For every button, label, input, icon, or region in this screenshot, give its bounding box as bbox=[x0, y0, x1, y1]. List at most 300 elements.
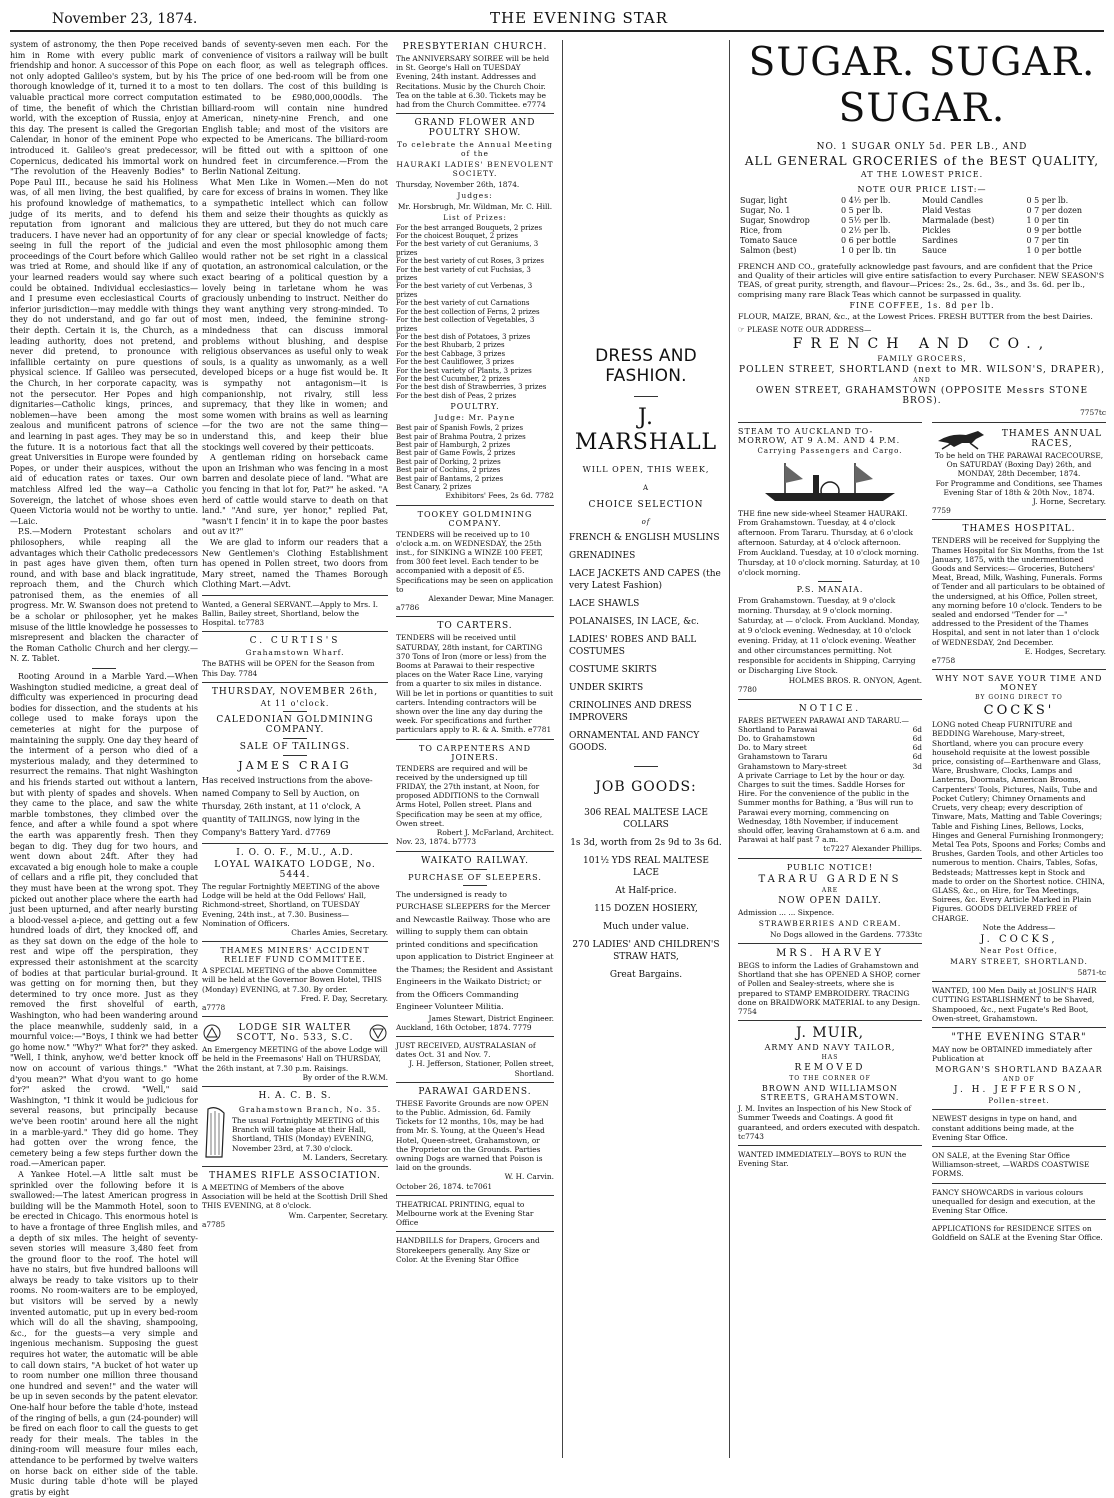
fare-route: Do. to Mary street bbox=[738, 743, 807, 753]
a-word: A bbox=[642, 484, 650, 492]
prize-item: For the best Cabbage, 3 prizes bbox=[396, 349, 506, 358]
divider bbox=[396, 739, 554, 740]
fare-price: 6d bbox=[912, 724, 922, 734]
divider bbox=[202, 631, 388, 632]
carters-body: TENDERS will be received until SATURDAY, 28th instant, for CARTING 370 Tons of Iron (more or less) from the Booms at Parawai to their respective places on the Water Race Line, varying from a quarter to six miles in distance. Will be let in portions or quantities to suit carters. Intending contractors will be shown over the line any day during the week. For specifications and further particulars apply to R. & A. Smith. e7781 bbox=[396, 633, 554, 735]
fares-body: A private Carriage to Let by the hour or day. Charges to suit the times. Saddle Horses for Hire. For the convenience of the public in the Summer months for Bathing, a 'Bus will run to Parawai every morning, commencing on Wednesday, 18th November, if inducement should offer, leaving Grahamstown at 6 a.m. and Parawai at half past 7 a.m. bbox=[738, 770, 921, 845]
has-word: HAS bbox=[821, 1054, 839, 1062]
manaia-title: P.S. MANAIA. bbox=[796, 585, 864, 595]
carters-title: TO CARTERS. bbox=[437, 621, 513, 632]
poultry-title: POULTRY. bbox=[450, 402, 500, 412]
joslin-ad: WANTED, 100 Men Daily at JOSLIN'S HAIR CUTTING ESTABLISHMENT to be Shaved, Shampooed, &c., next Fugate's Red Boot, Owen-street, Grahamstown. bbox=[932, 986, 1097, 1023]
job-item: At Half-price. bbox=[615, 886, 677, 896]
waikato-title: WAIKATO RAILWAY. bbox=[420, 855, 530, 866]
divider bbox=[463, 885, 487, 886]
job-items bbox=[563, 807, 729, 981]
poultry-item: Best pair of Bantams, 2 prizes bbox=[396, 474, 504, 483]
theatrical-printing: THEATRICAL PRINTING, equal to Melbourne work at the Evening Star Office bbox=[396, 1199, 534, 1228]
cocks-near: Near Post Office, bbox=[980, 946, 1058, 955]
prize-item: For the best variety of cut Verbenas, 3 prizes bbox=[396, 282, 533, 299]
rifle-title: THAMES RIFLE ASSOCIATION. bbox=[209, 1170, 381, 1181]
prizes-label: List of Prizes: bbox=[443, 213, 507, 222]
muir-address: BROWN AND WILLIAMSON STREETS, GRAHAMSTOWN. bbox=[760, 1084, 900, 1103]
price-cell: Plaid Vestas bbox=[921, 206, 971, 215]
divider bbox=[283, 755, 307, 756]
divider bbox=[932, 519, 1106, 520]
price-cell: 0 4½ per lb. bbox=[840, 196, 891, 205]
prize-item: For the best variety of cut Carnations bbox=[396, 299, 530, 308]
scott-header bbox=[202, 1021, 388, 1045]
address-1: POLLEN STREET, SHORTLAND (next to MR. WILSON'S, DRAPER), bbox=[739, 365, 1105, 376]
paper-title: THE EVENING STAR bbox=[490, 9, 669, 27]
fare-route: Shortland to Parawai bbox=[738, 724, 818, 734]
servant-wanted-ad: Wanted, a General SERVANT.—Apply to Mrs. I. Ballin, Bailey street, Shortland, below the Hospital. tc7783 bbox=[202, 599, 379, 628]
price-row bbox=[738, 246, 1106, 256]
divider bbox=[932, 422, 1106, 423]
hacbs-text bbox=[232, 1103, 388, 1162]
sugar-line1: NO. 1 SUGAR ONLY 5d. PER LB., AND bbox=[816, 142, 1028, 152]
craig-time: At 11 o'clock. bbox=[260, 698, 330, 708]
sugar-headline: SUGAR. SUGAR. SUGAR. bbox=[748, 40, 1096, 131]
yankee-hotel-article: A Yankee Hotel.—A little salt must be sprinkled over the following before it is swallowed:—The latest American progress in building will be the Mammoth Hotel, soon to be erected in Chicago. This enormous hotel is to have a frontage of three English miles, and a depth of six miles. The height of seventy-seven stories will measure 3,480 feet from the ground floor to the roof. The hotel will have no stairs, but five hundred balloons will always be ready to take visitors up to their rooms. No room-waiters are to be employed, but visitors will be served by a newly invented automatic, put up in every bed-room which will do all the shaving, shampooing, &c., for the guests—a very simple and ingenious mechanism. Supposing the guest requires hot water, the automatic will be able to call down stairs, "A bucket of hot water up to room number one million three thousand one hundred and seven!" and the water will be up in seven seconds by the patent elevator. One-half hour before the table d'hote, instead of the ringing of bells, a gun (24-pounder) will be fired on each floor to call the guests to get ready for their meals. The tables in the dining-room will measure four miles each, attendance to be performed by twelve waiters on horse back on either side of the table. Music during table d'hote will be played gratis by eight bbox=[10, 1169, 198, 1497]
joiners-sign: Robert J. McFarland, Architect. bbox=[436, 828, 554, 838]
curtis-body: The BATHS will be OPEN for the Season from This Day. 7784 bbox=[202, 659, 375, 678]
poultry-judge: Judge: Mr. Payne bbox=[434, 413, 516, 423]
joiners-title: TO CARPENTERS AND JOINERS. bbox=[419, 743, 531, 762]
poultry-item: Best pair of Spanish Fowls, 2 prizes bbox=[396, 424, 524, 433]
of-word: of bbox=[641, 518, 651, 526]
steamer-name: THE fine new side-wheel Steamer HAURAKI. bbox=[738, 509, 908, 518]
craig-name: JAMES CRAIG bbox=[238, 758, 352, 772]
choice-selection: CHOICE SELECTION bbox=[588, 500, 704, 510]
are-word: ARE bbox=[821, 886, 839, 894]
issue-date: November 23, 1874. bbox=[52, 11, 198, 27]
harvey-body: BEGS to inform the Ladies of Grahamstown and Shortland that she has OPENED A SHOP, corner of Pollen and Sealey-streets, where she is prepared to STAMP EMBROIDERY. TRACING done on BRAIDWORK MATERIAL to any Design. 7754 bbox=[738, 961, 921, 1017]
fashion-item: LADIES' ROBES AND BALL COSTUMES bbox=[569, 635, 697, 657]
hospital-ref: e7758 bbox=[932, 656, 956, 666]
cocks-title: COCKS' bbox=[983, 703, 1055, 719]
fare-price: 6d bbox=[912, 743, 922, 753]
divider bbox=[396, 113, 554, 114]
divider bbox=[202, 682, 388, 683]
marshall-name: J. MARSHALL bbox=[574, 405, 718, 455]
newest-designs: NEWEST designs in type on hand, and constant additions being made, at the Evening Star Office. bbox=[932, 1114, 1077, 1142]
column-2 bbox=[202, 40, 388, 1458]
tookey-title: TOOKEY GOLDMINING COMPANY. bbox=[417, 509, 533, 528]
ioof-sign: Charles Amies, Secretary. bbox=[291, 927, 388, 937]
star-bazaar: MORGAN'S SHORTLAND BAZAAR bbox=[935, 1065, 1103, 1075]
hacbs-sub: Grahamstown Branch, No. 35. bbox=[238, 1104, 382, 1114]
price-cell: Sugar, Snowdrop bbox=[740, 216, 810, 225]
fine-coffee: FINE COFFEE, 1s. 8d per lb. bbox=[849, 300, 995, 310]
boys-wanted: WANTED IMMEDIATELY—BOYS to RUN the Evening Star. bbox=[738, 1150, 907, 1169]
price-row bbox=[738, 216, 1106, 226]
fancy-showcards: FANCY SHOWCARDS in various colours unequalled for design and execution, at the Evening Star Office. bbox=[932, 1187, 1096, 1215]
removed-word: REMOVED bbox=[794, 1063, 866, 1074]
price-cell: Sugar, light bbox=[740, 196, 788, 205]
clothing-advt: We are glad to inform our readers that a New Gentlemen's Clothing Establishment has opened in Pollen street, two doors from Mary street, named the Thames Borough Clothing Mart.—Advt. bbox=[202, 537, 388, 590]
craig-company: CALEDONIAN GOLDMINING COMPANY. bbox=[216, 714, 374, 735]
price-row bbox=[738, 226, 1106, 236]
price-cell: 1 0 per lb. tin bbox=[840, 246, 897, 255]
job-item: Great Bargains. bbox=[609, 970, 683, 980]
waikato-sign: James Stewart, District Engineer. bbox=[428, 1013, 554, 1023]
divider bbox=[932, 669, 1106, 670]
joiners-date: Nov. 23, 1874. b7773 bbox=[396, 837, 477, 847]
price-row bbox=[738, 236, 1106, 246]
hospital-body: TENDERS will be received for Supplying the Thames Hospital for Six Months, from the 1st January, 1875, with the undermentioned Goods and Services:— Groceries, Butchers' Meat, Bread, Milk, Washing, Funerals. Forms of Tender and all particulars to be obtained of the undersigned, at his Office, Pollen street, any morning before 10 o'clock. Tenders to be sealed and endorsed "Tender for —" addressed to the President of the Thames Hospital, and sent in not later than 1 o'clock of WEDNESDAY, 2nd December. bbox=[932, 536, 1105, 647]
steam-sub: Carrying Passengers and Cargo. bbox=[757, 447, 903, 455]
fare-route: Grahamstown to Mary-street bbox=[738, 761, 847, 771]
prize-item: For the best Cucumber, 2 prizes bbox=[396, 374, 510, 383]
waikato-body: The undersigned is ready to PURCHASE SLEEPERS for the Mercer and Newcastle Railway. Those who are willing to supply them can obtain printed conditions and specification upon application to District Engineer at the Thames; the Resident and Assistant Engineers in the Waikato District; or from the Officers Commanding Engineer Volunteer Militia. bbox=[396, 889, 554, 1011]
fashion-item: LACE SHAWLS bbox=[569, 599, 640, 609]
prize-item: For the best dish of Strawberries, 3 prizes bbox=[396, 383, 547, 392]
divider bbox=[738, 1145, 922, 1146]
divider bbox=[634, 766, 658, 767]
divider bbox=[396, 1195, 554, 1196]
dress-fashion-title: DRESS AND FASHION. bbox=[595, 346, 697, 386]
cocks-note: Note the Address— bbox=[982, 922, 1056, 932]
racehorse-icon bbox=[932, 427, 992, 451]
fare-route: Do. to Grahamstown bbox=[738, 734, 816, 744]
jefferson-title: JUST RECEIVED, AUSTRALASIAN of dates Oct. 31 and Nov. 7. bbox=[396, 1040, 536, 1060]
price-cell: Marmalade (best) bbox=[921, 216, 995, 225]
poultry-item: Best pair of Game Fowls, 2 prizes bbox=[396, 449, 516, 458]
french-ref: 7757tc bbox=[1080, 408, 1106, 418]
scott-title: LODGE SIR WALTER SCOTT, No. 533, S.C. bbox=[236, 1023, 354, 1044]
cocks-ref: 5871-tc bbox=[1077, 967, 1106, 977]
prize-item: For the best Rhubarb, 2 prizes bbox=[396, 341, 505, 350]
postscript: P.S.—Modern Protestant scholars and philosophers, while reaping all the advantages which their Catholic predecessors in past ages have given them, often turn round, and with base and black ingratitude, reproach them, and the Church which patronised them, as the enemies of all progress. Mr. W. Swanson does not pretend to be a scholar or philosopher, yet he makes misuse of the little knowledge he possesses to misrepresent and blacken the character of the Roman Catholic Church and her clergy.—N. Z. Tablet. bbox=[10, 527, 198, 664]
races-programme: For Programme and Conditions, see Thames Evening Star of 18th & 20th Nov., 1874. bbox=[935, 478, 1103, 497]
column-5b bbox=[932, 418, 1106, 1243]
muir-body: J. M. Invites an Inspection of his New Stock of Summer Tweeds and Coatings. A good fit guaranteed, and orders executed with despatch. tc7743 bbox=[738, 1104, 921, 1141]
galileo-article: system of astronomy, the then Pope received him in Rome with every public mark of friendship and honor. A successor of this Pope not only adopted Galileo's system, but by his thorough knowledge of it, turned it to a most valuable practical more correct computation of time, the benefit of which the Christian world, with the exception of Russia, enjoy at this day. The present is called the Gregorian Calendar, in honor of the eminent Pope who introduced it. Galileo's great predecessor, Copernicus, dedicated his immortal work on "The revolution of the Heavenly Bodies" to Pope Paul III., because he said his Holiness was, of all men living, the best qualified, by his profound knowledge of mathematics, to judge of its merits, and to defend his reputation from ignorant and malicious traducers. I have never had an opportunity of seeing in full the report of the judicial proceedings of the Court before which Galileo was tried at Rome, and should like if any of your learned readers would say where such could be obtained. Individual ecclesiastics—and I presume even ecclesiastical Courts of inferior jurisdiction—may meddle with things they do not understand, and go far out of their depth. Certain it is, the Church, as a leading authority, does not pretend, and never did pretend, to pronounce with infallible certainty on pure questions of physical science. If Galileo was persecuted, the Church, in her corporate capacity, was not the persecutor. Her Popes and high dignitaries—Catholic kings, princes, and noblemen—have been among the most zealous and munificent patrons of science and learning in past ages. They may be so in the future. It is a notorious fact that all the great Universities in Europe were founded by Popes, or under their auspices, without the aid of education rates or taxes. Our own matchless Alfred led the way—a Catholic Sovereign, the latchet of whose shoes even Queen Victoria would not be worthy to untie.—Laic. bbox=[10, 40, 198, 526]
divider bbox=[396, 505, 554, 506]
fashion-item: UNDER SKIRTS bbox=[569, 683, 644, 693]
price-cell: 0 2½ per lb. bbox=[840, 226, 891, 235]
hacbs-sign: M. Landers, Secretary. bbox=[302, 1152, 388, 1162]
fare-row bbox=[738, 743, 922, 752]
column-5a bbox=[738, 418, 922, 1169]
fashion-item: LACE JACKETS AND CAPES (the very Latest Fashion) bbox=[569, 569, 721, 591]
judges-label: Judges: bbox=[457, 191, 493, 201]
irishman-anecdote: A gentleman riding on horseback came upon an Irishman who was fencing in a most barren and desolate piece of land. "What are you fencing in that lot for, Pat?" he asked. "A herd of cattle would starve to death on that land." "And sure, yer honor," replied Pat, "wasn't I fencin' it in to kape the poor bastes out av it?" bbox=[202, 453, 388, 537]
ioof-body: The regular Fortnightly MEETING of the above Lodge will be held at the Odd Fellows' Hall, Richmond-street, Shortland, on TUESDAY Evening, 24th inst., at 7.30. Business—Nomination of Officers. bbox=[202, 881, 380, 928]
poultry-item: Best pair of Brahma Poutra, 2 prizes bbox=[396, 432, 526, 441]
masonic-emblem-icon bbox=[202, 1023, 222, 1043]
marble-yard-article: Rooting Around in a Marble Yard.—When Washington studied medicine, a great deal of difficulty was experienced in procuring dead bodies for dissection, and the students at his college used to make forays upon the cemeteries at night for the purpose of maintaining the supply. One day they heard of the interment of a person who died of a mysterious malady, and they determined to resurrect the remains. That night Washington and his friends started out without a lantern, but with plenty of spades and shovels. When they came to the place, and saw the white marble tombstones, they climbed over the fence, and after a while found a spot where the earth was apparently fresh. Then they began to dig. They dug for two hours, and went down about 24ft. After they had excavated a big enough hole to make a couple of cellars and a rifle pit, they concluded that they must have been at the wrong spot. They picked out another place where the earth had just been upturned, and after nearly bursting a blood-vessel a-piece, and getting out a few hundred loads of dirt, they knocked off, and as they sat down on the edge of the hole to rest and wipe off the perspiration, they expressed their astonishment at the scarcity of bodies at that particular burial-ground. It was getting on for morning then, but they determined to try once more. Just as they removed the first shovelful of earth, Washington, who had been wandering around the place meanwhile, suddenly said, in a mournful voice:—"Boys, I think we had better go home now." "Why?" What for?" they asked. "Well, I think, anyhow, we'd better knock off now on account of various things." "What d'you mean?" What d'you want to go home for?" asked the crowd. "Well," said Washington, "I think it would be judicious for several reasons, but principally because we've been rootin' around here all the night in a marble-yard." They did go home. They had gotten over the wrong fence, the cemetery being a few steps further down the road.—American paper. bbox=[10, 672, 198, 1169]
divider bbox=[738, 699, 922, 700]
fares-title: FARES BETWEEN PARAWAI AND TARARU.— bbox=[738, 715, 909, 725]
races-body: To be held on THE PARAWAI RACECOURSE, On SATURDAY (Boxing Day) 26th, and MONDAY, 28th December, 1874. bbox=[934, 451, 1104, 479]
french-body: FRENCH AND CO., gratefully acknowledge past favours, and are confident that the Price and Quality of their articles will give entire satisfaction to every Purchaser. NEW SEASON'S TEAS, of great purity, strength, and flavour—Prices: 2s., 2s. 6d., 3s., and 3s. 6d. per lb., comprising many rare Black Teas which cannot be surpassed in quality. bbox=[738, 262, 1105, 299]
divider bbox=[396, 1231, 554, 1232]
manaia-schedule: From Grahamstown. Tuesday, at 9 o'clock morning. Thursday, at 9 o'clock morning. Saturday, at — o'clock. From Auckland. Monday, at 9 o'clock evening. Wednesday, at 10 o'clock evening. Friday, at 11 o'clock evening. Weather and other circumstances permitting. Not responsible for accidents in Shipping, Carrying or Discharging Live Stock. bbox=[738, 596, 920, 676]
divider bbox=[932, 981, 1106, 982]
price-cell: Rice, from bbox=[740, 226, 783, 235]
column-5 bbox=[738, 40, 1106, 1458]
ioof-lodge: LOYAL WAIKATO LODGE, No. 5444. bbox=[214, 859, 376, 880]
rifle-ref: a7785 bbox=[202, 1219, 226, 1229]
presbyterian-body: The ANNIVERSARY SOIREE will be held in St. George's Hall on TUESDAY Evening, 24th instant. Addresses and Recitations. Music by the Church Choir. Tea on the table at 6.30. Tickets may be had from the Church Committee. e7774 bbox=[396, 54, 550, 110]
fare-price: 6d bbox=[912, 752, 922, 762]
public-notice-title: PUBLIC NOTICE! bbox=[786, 862, 874, 872]
masthead bbox=[10, 6, 1104, 32]
divider bbox=[932, 1219, 1106, 1220]
price-cell: 1 0 per tin bbox=[1026, 216, 1069, 225]
price-cell: 0 5 per lb. bbox=[1026, 196, 1069, 205]
curtis-title: C. CURTIS'S bbox=[249, 636, 341, 647]
tookey-ref: a7786 bbox=[396, 603, 420, 613]
divider bbox=[202, 941, 388, 942]
parawai-sign: W. H. Carvin. bbox=[504, 1172, 554, 1182]
joiners-body: TENDERS are required and will be received by the undersigned up till FRIDAY, the 27th instant, at Noon, for proposed ADDITIONS to the Cornwall Arms Hotel, Pollen street. Plans and Specification may be seen at my office, Owen street. bbox=[396, 763, 543, 828]
cocks-question: WHY NOT SAVE YOUR TIME AND MONEY bbox=[935, 674, 1103, 693]
price-cell: Pickles bbox=[921, 226, 951, 235]
divider bbox=[932, 1109, 1106, 1110]
jefferson-sign: J. H. Jefferson, Stationer, Pollen street, Shortland. bbox=[409, 1059, 554, 1078]
star-jefferson-sub: Pollen-street. bbox=[988, 1097, 1050, 1106]
price-cell: Salmon (best) bbox=[740, 246, 797, 255]
strawberries: STRAWBERRIES AND CREAM. bbox=[758, 918, 902, 928]
column-1 bbox=[10, 40, 198, 1497]
divider bbox=[738, 943, 922, 944]
show-sub1: To celebrate the Annual Meeting of the bbox=[397, 140, 553, 159]
hacbs-body: The usual Fortnightly MEETING of this Branch will take place at their Hall, Shortland, THIS (Monday) EVENING, November 23rd, at 7.30 o'clock. bbox=[232, 1115, 380, 1153]
fashion-item: FRENCH & ENGLISH MUSLINS bbox=[569, 533, 720, 543]
men-like-women-article: What Men Like in Women.—Men do not care for excess of brains in women. They like a sympathetic intellect which can follow them and seize their thoughts as quickly as they are uttered, but they do not much care for any clear or special knowledge of facts; and even the most philosophic among them would rather not be set right in a classical quotation, an astronomical calculation, or the exact bearing of a political question by a lovely being in tarletane whom he was graciously unbending to instruct. Neither do they want anything very strong-minded. To most men, indeed, the feminine strong-mindedness that can discuss immoral problems without blushing, and despise religious observances as useful only to weak souls, is a quality as unwomanly, as a well developed biceps or a huge fist would be. It is sympathy not antagonism—it is companionship, not rivalry, still less supremacy, that they like in women; and some women with brains as well as learning—for the two are not the same thing—understand this, and keep their blue stockings well covered by their petticoats. bbox=[202, 177, 388, 452]
divider bbox=[932, 1183, 1106, 1184]
poultry-item: Best Canary, 2 prizes bbox=[396, 483, 472, 491]
muir-title: J. MUIR, bbox=[795, 1025, 865, 1042]
holmes-ref: 7780 bbox=[738, 685, 757, 695]
hacbs-title: H. A. C. B. S. bbox=[258, 1090, 332, 1101]
show-sub2: HAURAKI LADIES' BENEVOLENT SOCIETY. bbox=[396, 160, 554, 179]
divider bbox=[932, 1146, 1106, 1147]
miners-body: A SPECIAL MEETING of the above Committee will be held at the Governor Bowen Hotel, THIS (Monday) EVENING, at 7.30. By order. bbox=[202, 966, 382, 994]
tararu-title: TARARU GARDENS bbox=[758, 873, 902, 885]
fashion-item: ORNAMENTAL AND FANCY GOODS. bbox=[569, 731, 700, 753]
fares-list bbox=[738, 725, 922, 771]
notice-title: NOTICE. bbox=[798, 703, 862, 714]
prize-item: For the best variety of cut Roses, 3 prizes bbox=[396, 257, 544, 266]
harvey-title: MRS. HARVEY bbox=[776, 948, 884, 960]
handbills: HANDBILLS for Drapers, Grocers and Storekeepers generally. Any Size or Color. At the Evening Star Office bbox=[396, 1236, 540, 1264]
fares-sign: tc7227 Alexander Phillips. bbox=[823, 844, 922, 854]
and-of: AND OF bbox=[1003, 1076, 1035, 1084]
poultry-item: Best pair of Hamburgh, 2 prizes bbox=[396, 440, 511, 449]
tookey-sign: Alexander Dewar, Mine Manager. bbox=[428, 594, 554, 604]
hospital-title: THAMES HOSPITAL. bbox=[962, 524, 1076, 535]
address-note bbox=[738, 325, 1106, 334]
divider bbox=[818, 581, 842, 582]
fare-price: 3d bbox=[912, 761, 922, 771]
exhibitor-fees: Exhibitors' Fees, 2s 6d. 7782 bbox=[445, 491, 554, 501]
prize-item: For the best dish of Potatoes, 3 prizes bbox=[396, 332, 531, 341]
now-open: NOW OPEN DAILY. bbox=[778, 895, 882, 906]
cocks-address: MARY STREET, SHORTLAND. bbox=[950, 956, 1088, 966]
job-item: Much under value. bbox=[603, 922, 689, 932]
muir-sub: ARMY AND NAVY TAILOR, bbox=[764, 1043, 896, 1053]
pointing-hand-icon: ☞ bbox=[738, 325, 747, 335]
price-cell: 0 5 per lb. bbox=[840, 206, 883, 215]
divider bbox=[634, 396, 658, 397]
craig-sale: SALE OF TAILINGS. bbox=[239, 741, 351, 752]
hospital-sign: E. Hodges, Secretary. bbox=[1024, 646, 1106, 656]
divider bbox=[396, 616, 554, 617]
races-sign: J. Horne, Secretary. bbox=[1032, 497, 1106, 507]
divider bbox=[396, 851, 554, 852]
price-cell: 1 0 per bottle bbox=[1026, 246, 1082, 255]
address-2: OWEN STREET, GRAHAMSTOWN (OPPOSITE Messrs STONE BROS). bbox=[755, 386, 1089, 407]
star-jefferson: J. H. JEFFERSON, bbox=[954, 1085, 1084, 1096]
divider bbox=[396, 1036, 554, 1037]
cocks-by: BY GOING DIRECT TO bbox=[975, 694, 1063, 702]
steam-schedule: From Grahamstown. Tuesday, at 4 o'clock afternoon. From Tararu. Thursday, at 6 o'clock afternoon. Saturday, at 4 o'clock afternoon. From Auckland. Tuesday, at 10 o'clock morning. Thursday, at 10 o'clock morning. Saturday, at 10 o'clock morning. bbox=[738, 518, 920, 578]
parawai-body: THESE Favorite Grounds are now OPEN to the Public. Admission, 6d. Family Tickets for 12 months, 10s, may be had from Mr. S. Young, at the Queen's Head Hotel, Queen-street, Grahamstown, or the Proprietor on the Grounds. Parties owning Dogs are warned that Poison is laid on the grounds. bbox=[396, 1098, 549, 1173]
coastwise-forms: ON SALE, at the Evening Star Office Williamson-street, —WARDS COASTWISE FORMS. bbox=[932, 1150, 1090, 1179]
cocks-name: J. COCKS, bbox=[980, 933, 1058, 945]
prize-item: For the best variety of cut Geraniums, 3 prizes bbox=[396, 240, 539, 257]
column-3 bbox=[396, 40, 554, 1458]
divider bbox=[92, 668, 116, 669]
divider bbox=[738, 422, 922, 423]
rifle-body: A MEETING of Members of the above Association will be held at the Scottish Drill Shed THIS EVENING, at 8 o'clock. bbox=[202, 1182, 388, 1211]
firm-sub: FAMILY GROCERS, bbox=[877, 354, 967, 364]
judges: Mr. Horsbrugh, Mr. Wildman, Mr. C. Hill. bbox=[397, 202, 553, 212]
craig-body: Has received instructions from the above-named Company to Sell by Auction, on Thursday, 26th instant, at 11 o'clock, A quantity of TAILINGS, now lying in the Company's Battery Yard. d7769 bbox=[202, 775, 373, 837]
scott-body: An Emergency MEETING of the above Lodge will be held in the Freemasons' Hall on THURSDAY, the 26th instant, at 7.30 p.m. Raisings. bbox=[202, 1045, 388, 1073]
scott-sign: By order of the R.W.M. bbox=[302, 1072, 388, 1082]
show-date: Thursday, November 26th, 1874. bbox=[396, 180, 520, 190]
price-table bbox=[738, 196, 1106, 256]
fashion-item: POLANAISES, IN LACE, &c. bbox=[569, 617, 699, 627]
divider bbox=[202, 595, 388, 596]
prize-item: For the best collection of Ferns, 2 prizes bbox=[396, 307, 540, 316]
prize-list bbox=[396, 224, 554, 401]
harp-emblem-icon bbox=[202, 1103, 228, 1161]
fare-route: Grahamstown to Tararu bbox=[738, 752, 828, 762]
holmes-sign: HOLMES BROS. R. ONYON, Agent. bbox=[788, 676, 922, 686]
sugar-line2: ALL GENERAL GROCERIES of the BEST QUALITY, bbox=[744, 154, 1100, 168]
price-list-title: NOTE OUR PRICE LIST:— bbox=[857, 185, 987, 194]
prize-item: For the choicest Bouquet, 2 prizes bbox=[396, 232, 518, 241]
prize-item: For the best variety of Plants, 3 prizes bbox=[396, 366, 532, 375]
price-cell: 0 9 per bottle bbox=[1026, 226, 1082, 235]
tookey-body: TENDERS will be received up to 10 o'clock a.m. on WEDNESDAY, the 25th inst., for SINKING a WINZE 100 FEET, from 300 feet level. Each tender to be accompanied with a deposit of £5. Specifications may be seen on application to bbox=[396, 529, 554, 594]
marshall-items bbox=[563, 532, 729, 754]
price-cell: 0 6 per bottle bbox=[840, 236, 897, 245]
job-item: 1s 3d, worth from 2s 9d to 3s 6d. bbox=[570, 838, 722, 848]
job-item: 306 REAL MALTESE LACE COLLARS bbox=[584, 808, 708, 830]
fare-price: 6d bbox=[912, 734, 922, 744]
price-cell: 0 7 per tin bbox=[1026, 236, 1069, 245]
address-note-text: PLEASE NOTE OUR ADDRESS— bbox=[746, 325, 872, 335]
job-item: 101½ YDS REAL MALTESE LACE bbox=[583, 856, 709, 878]
rifle-sign: Wm. Carpenter, Secretary. bbox=[288, 1210, 388, 1220]
divider bbox=[202, 1086, 388, 1087]
curtis-sub: Grahamstown Wharf. bbox=[245, 648, 345, 658]
miners-ref: a7778 bbox=[202, 1002, 226, 1012]
parawai-title: PARAWAI GARDENS. bbox=[418, 1086, 532, 1097]
fashion-item: GRENADINES bbox=[569, 551, 636, 561]
waikato-sub: PURCHASE OF SLEEPERS. bbox=[408, 872, 542, 882]
show-title: GRAND FLOWER AND POULTRY SHOW. bbox=[414, 118, 536, 139]
price-row bbox=[738, 196, 1106, 206]
fare-row bbox=[738, 752, 922, 761]
dogs-notice: No Dogs allowed in the Gardens. 7733tc bbox=[770, 929, 922, 939]
fashion-item: COSTUME SKIRTS bbox=[569, 665, 657, 675]
job-item: 270 LADIES' AND CHILDREN'S STRAW HATS, bbox=[572, 940, 720, 962]
sugar-line3: AT THE LOWEST PRICE. bbox=[860, 170, 984, 179]
divider bbox=[202, 1166, 388, 1167]
fare-row bbox=[738, 725, 922, 734]
price-cell: Mould Candles bbox=[921, 196, 983, 205]
star-title: "THE EVENING STAR" bbox=[951, 1031, 1087, 1043]
races-header bbox=[932, 427, 1106, 451]
job-item: 115 DOZEN HOSIERY, bbox=[594, 904, 698, 914]
firm-name: FRENCH AND CO., bbox=[792, 336, 1052, 353]
poultry-item: Best pair of Cochins, 2 prizes bbox=[396, 466, 501, 475]
poultry-item: Best pair of Dorking, 2 prizes bbox=[396, 457, 501, 466]
divider bbox=[202, 843, 388, 844]
prize-item: For the best arranged Bouquets, 2 prizes bbox=[396, 223, 543, 232]
column-4-dress-fashion bbox=[562, 40, 730, 1458]
hacbs-block bbox=[202, 1103, 388, 1162]
residence-sites: APPLICATIONS for RESIDENCE SITES on Goldfield on SALE at the Evening Star Office. bbox=[932, 1224, 1103, 1243]
job-goods: JOB GOODS: bbox=[595, 779, 697, 795]
masonic-emblem-icon bbox=[368, 1023, 388, 1043]
races-ref: 7759 bbox=[932, 506, 951, 516]
price-cell: Sardines bbox=[921, 236, 958, 245]
price-cell: 0 5½ per lb. bbox=[840, 216, 891, 225]
to-corner: TO THE CORNER OF bbox=[789, 1075, 871, 1083]
divider bbox=[283, 711, 307, 712]
prize-item: For the best collection of Vegetables, 3 prizes bbox=[396, 316, 535, 333]
poultry-list bbox=[396, 424, 554, 491]
waikato-date: Auckland, 16th October, 1874. 7779 bbox=[396, 1022, 532, 1032]
divider bbox=[932, 1027, 1106, 1028]
divider bbox=[202, 1016, 388, 1017]
divider bbox=[738, 858, 922, 859]
admission: Admission ... ... Sixpence. bbox=[738, 907, 835, 917]
parawai-date: October 26, 1874. tc7061 bbox=[396, 1181, 493, 1191]
price-row bbox=[738, 206, 1106, 216]
presbyterian-title: PRESBYTERIAN CHURCH. bbox=[402, 42, 548, 52]
star-body: MAY now be OBTAINED immediately after Publication at bbox=[932, 1044, 1093, 1064]
miners-sign: Fred. F. Day, Secretary. bbox=[300, 993, 388, 1003]
and-word: AND bbox=[913, 377, 931, 385]
divider bbox=[463, 869, 487, 870]
hotel-article-cont: bands of seventy-seven men each. For the convenience of visitors a railway will be built on each floor, as well as telegraph offices. The price of one bed-room will be from one to ten dollars. The cost of this building is estimated to be £980,000,000dls. The billiard-room will contain nine hundred American, ninety-nine French, and one English table; and most of the visitors are expected to be Americans. The billiard-room will be fitted out with a spittoon of one hundred feet in circumference.—From the Berlin National Zeitung. bbox=[202, 40, 388, 177]
craig-date: THURSDAY, NOVEMBER 26th, bbox=[211, 686, 379, 697]
prize-item: For the best dish of Peas, 2 prizes bbox=[396, 391, 517, 400]
price-cell: Tomato Sauce bbox=[740, 236, 798, 245]
price-cell: Sauce bbox=[921, 246, 947, 255]
divider bbox=[738, 1020, 922, 1021]
fare-row bbox=[738, 734, 922, 743]
fare-row bbox=[738, 762, 922, 771]
flour-line: FLOUR, MAIZE, BRAN, &c., at the Lowest Prices. FRESH BUTTER from the best Dairies. bbox=[738, 311, 1093, 321]
steamer-ship-icon bbox=[755, 459, 905, 505]
cocks-body: LONG noted Cheap FURNITURE and BEDDING Warehouse, Mary-street, Shortland, where you can procure every household requisite at the lowest possible price, consisting of—Earthenware and Glass, Ware, Brushware, Clocks, Lamps and Lanterns, Doormats, American Brooms, Carpenters' Tools, Pictures, Nails, Tube and Pocket Cutlery; Chimney Ornaments and Cruets, very cheap; every description of Tinware, Mats, Matting and Table Coverings; Table and Fishing Lines, Bellows, Locks, Hinges and General Furnishing Ironmongery; Metal Tea Pots, Spoons and Forks; Combs and Brushes, Garden Tools, and other Articles too numerous to mention. Chairs, Tables, Sofas, Bedsteads; Mattresses kept in Stock and made to order on the Shortest notice. CHINA, GLASS, &c., on Hire, for Tea Meetings, Soirees, &c. Every Article Marked in Plain Figures. GOODS DELIVERED FREE of CHARGE. bbox=[932, 720, 1106, 923]
prize-item: For the best variety of cut Fuchsias, 3 prizes bbox=[396, 265, 531, 283]
fashion-item: CRINOLINES AND DRESS IMPROVERS bbox=[569, 701, 692, 723]
divider bbox=[283, 738, 307, 739]
ioof-title: I. O. O. F., M.U., A.D. bbox=[236, 847, 354, 858]
